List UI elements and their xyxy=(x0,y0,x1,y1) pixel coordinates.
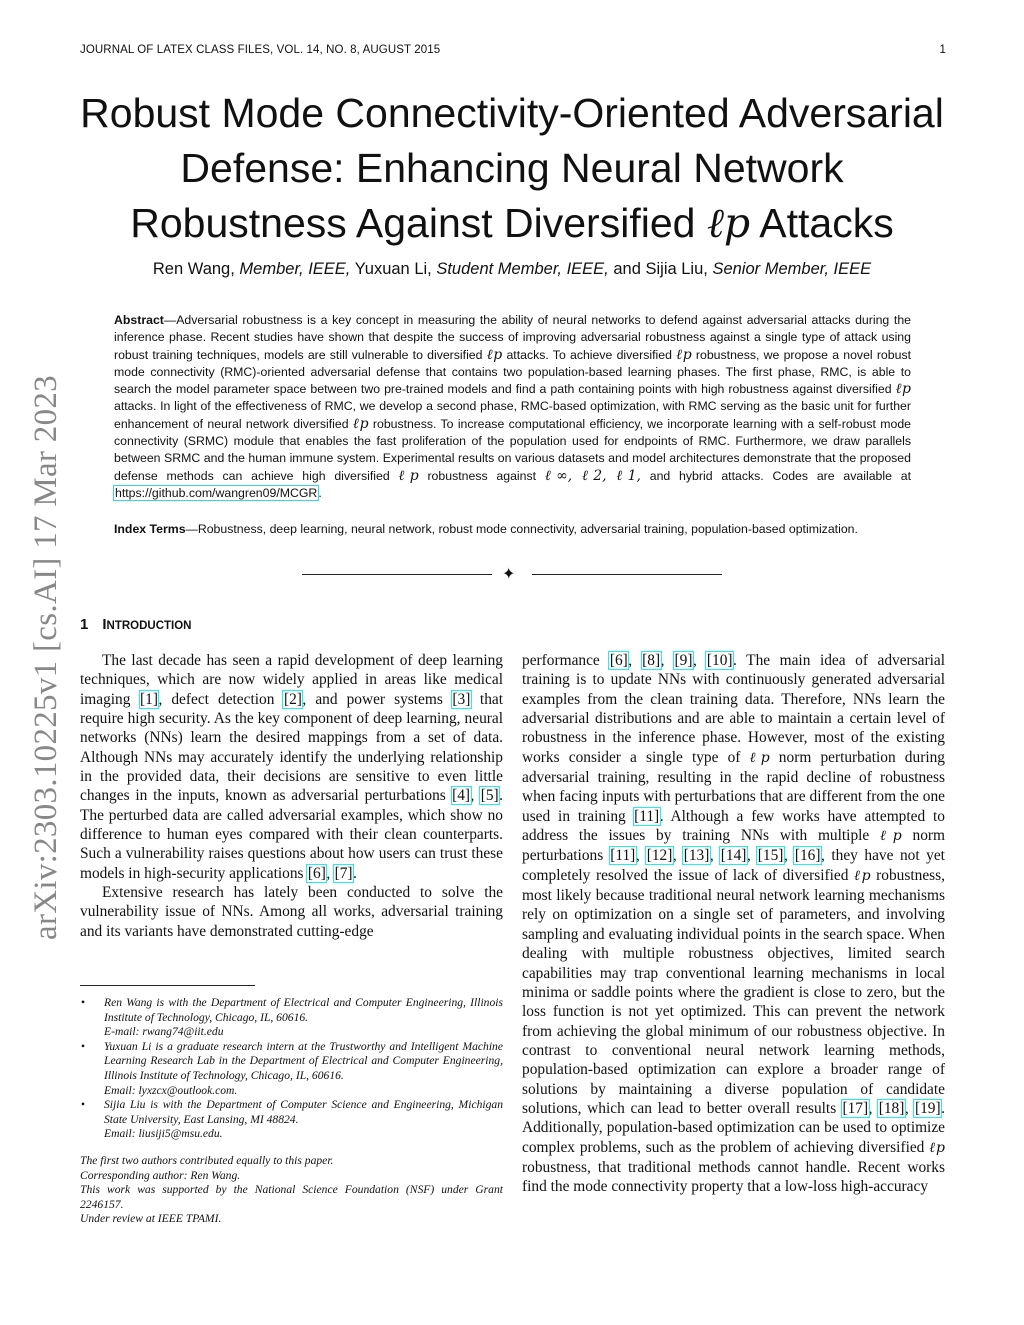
text-run: , xyxy=(635,847,647,865)
footnote-email: E-mail: rwang74@iit.edu xyxy=(104,1025,224,1039)
footnote-rule xyxy=(80,985,255,986)
math-lp: ℓp xyxy=(749,749,770,766)
text-run: . Additionally, population-based optimization can be used to optimize complex problems, such as the problem of achieving diversified xyxy=(522,1099,945,1156)
abstract-text-6: robustness against xyxy=(418,468,545,483)
math-lp: ℓp xyxy=(880,828,902,845)
abstract-text-4: attacks. In light of the effectiveness of RMC, we develop a second phase, RMC-based optimization, with RMC serving as the basic unit for further enhancement of neural network diversified xyxy=(114,399,911,431)
section-divider xyxy=(302,566,722,584)
citation-link[interactable]: [13] xyxy=(683,847,710,865)
title-line-1: Robust Mode Connectivity-Oriented Adversarial xyxy=(80,90,944,136)
text-run: , xyxy=(783,847,795,865)
author-1: Ren Wang, xyxy=(152,260,235,278)
footnote-equal-contribution: The first two authors contributed equally to this paper. xyxy=(80,1153,334,1167)
paper-title xyxy=(60,86,964,251)
author-2-role: Student Member, IEEE, xyxy=(436,260,609,278)
bullet-icon: • xyxy=(81,1098,86,1112)
text-run: , xyxy=(746,847,758,865)
abstract-text-3: robustness, we propose a novel robust mode connectivity (RMC)-oriented adversarial defense that contains two population-based learning phases. The first phase, RMC, is able to search the model parameter space between two pre-trained models and find a path containing points with high robustness against diversified xyxy=(114,347,912,397)
abstract-text-8: . xyxy=(318,485,322,500)
footnote-email: Email: liusiji5@msu.edu. xyxy=(104,1127,223,1141)
text-run: , xyxy=(692,652,707,669)
index-terms-text: —Robustness, deep learning, neural network, robust mode connectivity, adversarial training, population-based optimization. xyxy=(185,522,858,536)
footnote-author-2 xyxy=(80,1040,503,1098)
citation-link[interactable]: [4] xyxy=(452,787,471,805)
text-run: . The perturbed data are called adversarial examples, which show no difference to human eyes compared with their clean counterparts. Such a vulnerability raises questions about how users can trust these models in high-security applications xyxy=(80,787,503,882)
bullet-icon: • xyxy=(81,996,86,1009)
citation-link[interactable]: [11] xyxy=(634,807,660,825)
text-run: , xyxy=(709,847,721,865)
footnote-review-status: Under review at IEEE TPAMI. xyxy=(80,1212,222,1226)
citation-link[interactable]: [18] xyxy=(878,1099,905,1117)
footnote-email: Email: lyxzcx@outlook.com. xyxy=(104,1083,238,1097)
footnote-funding: This work was supported by the National Science Foundation (NSF) under Grant 2246157. xyxy=(80,1183,503,1211)
abstract-lp-3: ℓp xyxy=(895,381,911,398)
citation-link[interactable]: [5] xyxy=(480,787,499,805)
title-math-lp: ℓp xyxy=(706,199,751,247)
abstract-text-1: —Adversarial robustness is a key concept in measuring the ability of neural networks to defend against adversarial attacks during the inference phase. Recent studies have shown that despite the success of improving adversarial robustness against a single type of attack using robust training techniques, models are still vulnerable to diversified xyxy=(114,313,911,362)
text-run: , defect detection xyxy=(158,690,284,708)
text-run: performance xyxy=(522,652,610,669)
intro-paragraph-2: Extensive research has lately been conducted to solve the vulnerability issue of NNs. Among all works, adversarial training and its variants have demonstrated cutting-edge xyxy=(80,884,503,940)
divider-line-right xyxy=(532,574,722,575)
author-and: and xyxy=(613,260,641,278)
divider-line-left xyxy=(302,574,492,575)
abstract xyxy=(114,312,911,502)
footnote-author-1 xyxy=(80,996,503,1040)
text-run: , xyxy=(868,1099,879,1117)
footnote-text: Sijia Liu is with the Department of Computer Science and Engineering, Michigan State University, East Lansing, MI 48824. xyxy=(104,1098,503,1126)
text-run: . The main idea of adversarial training is to update NNs with continuously generated adversarial examples from the clean training data. Therefore, NNs learn the adversarial distributions and are able to maintain a certain level of robustness in the inference phase. However, most of the existing works consider a single type of xyxy=(522,652,946,766)
citation-link[interactable]: [16] xyxy=(794,847,821,865)
citation-link[interactable]: [1] xyxy=(140,690,158,708)
text-run: . Although a few works have attempted to address the issues by training NNs with multiple xyxy=(522,807,945,845)
citation-link[interactable]: [14] xyxy=(720,847,747,865)
text-run: robustness, that traditional methods cannot handle. Recent works find the mode connectivity property that a low-loss high-accuracy xyxy=(522,1158,945,1196)
abstract-lp-1: ℓp xyxy=(486,346,503,363)
abstract-text-2: attacks. To achieve diversified xyxy=(502,347,677,362)
running-header xyxy=(80,44,946,56)
citation-link[interactable]: [2] xyxy=(283,690,302,708)
footnote-text: Ren Wang is with the Department of Electrical and Computer Engineering, Illinois Institute of Technology, Chicago, IL, 60616. xyxy=(104,996,503,1024)
left-column xyxy=(80,651,503,941)
abstract-lp-4: ℓp xyxy=(352,415,369,432)
section-number: 1 xyxy=(80,616,89,633)
author-list xyxy=(60,260,964,279)
text-run: , xyxy=(470,787,481,805)
citation-link[interactable]: [8] xyxy=(642,652,661,669)
footnote-corresponding-author: Corresponding author: Ren Wang. xyxy=(80,1168,241,1182)
right-column xyxy=(522,651,945,1197)
text-run: , and power systems xyxy=(302,690,452,708)
arxiv-stamp: arXiv:2303.10225v1 [cs.AI] 17 Mar 2023 xyxy=(28,375,64,940)
author-2: Yuxuan Li, xyxy=(354,260,432,278)
journal-title: JOURNAL OF LATEX CLASS FILES, VOL. 14, NO. 8, AUGUST 2015 xyxy=(80,44,441,56)
abstract-label: Abstract xyxy=(114,313,164,327)
text-run: norm perturbations xyxy=(522,827,945,865)
citation-link[interactable]: [9] xyxy=(674,652,693,669)
divider-star-icon: ✦ xyxy=(502,566,516,583)
footnote-author-3 xyxy=(80,1098,503,1142)
index-terms xyxy=(114,521,911,538)
footnotes xyxy=(80,996,503,1227)
page-number: 1 xyxy=(939,44,946,56)
citation-link[interactable]: [12] xyxy=(646,847,673,865)
text-run: that require high security. As the key component of deep learning, neural networks (NNs) learn the desired mappings from a set of data. Although NNs may accurately identify the underlying relationship in the provided data, their decisions are sensitive to even little changes in the inputs, known as adversarial perturbations xyxy=(80,690,503,805)
intro-paragraph-1 xyxy=(80,651,503,883)
abstract-lp-2: ℓp xyxy=(676,346,692,363)
author-3-role: Senior Member, IEEE xyxy=(712,260,872,278)
abstract-lp-5: ℓp xyxy=(398,467,419,484)
math-lp: ℓp xyxy=(854,867,871,884)
intro-paragraph-2-continued xyxy=(522,651,945,1197)
text-run: The last decade has seen a rapid development of deep learning techniques, which are now widely applied in areas like medical imaging xyxy=(80,652,503,708)
footnote-text: Yuxuan Li is a graduate research intern at the Trustworthy and Intelligent Machine Learning Research Lab in the Department of Electrical and Computer Engineering, Illinois Institute of Technology, Chicago, IL, 60616. xyxy=(104,1039,503,1082)
bullet-icon: • xyxy=(81,1039,86,1053)
citation-link[interactable]: [6] xyxy=(609,652,628,669)
title-line-2: Defense: Enhancing Neural Network xyxy=(180,145,844,191)
abstract-attack-norms: ℓ∞, ℓ2, ℓ1, xyxy=(544,467,641,484)
section-heading xyxy=(80,616,191,633)
text-run: , xyxy=(904,1099,915,1117)
citation-link[interactable]: [10] xyxy=(706,652,733,669)
abstract-text-5: robustness. To increase computational efficiency, we incorporate learning with a self-robust mode connectivity (SRMC) module that enables the fast proliferation of the population used for endpoints of RMC. Furthermore, we draw parallels between SRMC and the human immune system. Experimental results on various datasets and model architectures demonstrate that the proposed defense methods can achieve high diversified xyxy=(114,416,911,483)
text-run: , xyxy=(672,847,684,865)
index-terms-label: Index Terms xyxy=(114,522,186,536)
text-run: , xyxy=(660,652,675,669)
citation-link[interactable]: [6] xyxy=(307,864,326,882)
section-title-initial: I xyxy=(102,616,107,633)
section-title-rest: NTRODUCTION xyxy=(106,620,192,632)
abstract-text-7: and hybrid attacks. Codes are available at xyxy=(640,468,911,483)
text-run: robustness, most likely because traditional neural network learning mechanisms rely on optimization on a single set of parameters, and involving sampling and evaluating individual points in the search space. When dealing with multiple robustness objectives, limited search capabilities may trap conventional learning mechanisms in local minima or saddle points where the gradient is close to zero, but the loss function is not yet optimized. This can prevent the network from achieving the global minimum of our robustness objective. In contrast to conventional neural network learning methods, population-based optimization can explore a broader range of solutions by maintaining a diverse population of candidate solutions, which can lead to better overall results xyxy=(522,866,945,1117)
text-run: . xyxy=(353,864,357,882)
text-run: , xyxy=(326,864,335,882)
text-run: norm perturbation during adversarial training, resulting in the rapid decline of robustness when facing inputs with perturbations that are different from the one used in training xyxy=(522,748,945,825)
citation-link[interactable]: [11] xyxy=(610,847,636,865)
code-url-link[interactable]: https://github.com/wangren09/MCGR xyxy=(115,485,318,500)
math-lp: ℓp xyxy=(929,1139,945,1156)
title-line-3a: Robustness Against Diversified xyxy=(130,200,696,246)
text-run: , they have not yet completely resolved the issue of lack of diversified xyxy=(522,847,945,884)
author-3: Sijia Liu, xyxy=(645,260,708,278)
citation-link[interactable]: [3] xyxy=(452,690,471,708)
citation-link[interactable]: [19] xyxy=(914,1099,941,1117)
title-line-3b: Attacks xyxy=(759,200,894,246)
citation-link[interactable]: [15] xyxy=(757,847,784,865)
text-run: , xyxy=(628,652,642,669)
citation-link[interactable]: [7] xyxy=(334,864,353,882)
citation-link[interactable]: [17] xyxy=(842,1099,869,1117)
author-1-role: Member, IEEE, xyxy=(239,260,351,278)
